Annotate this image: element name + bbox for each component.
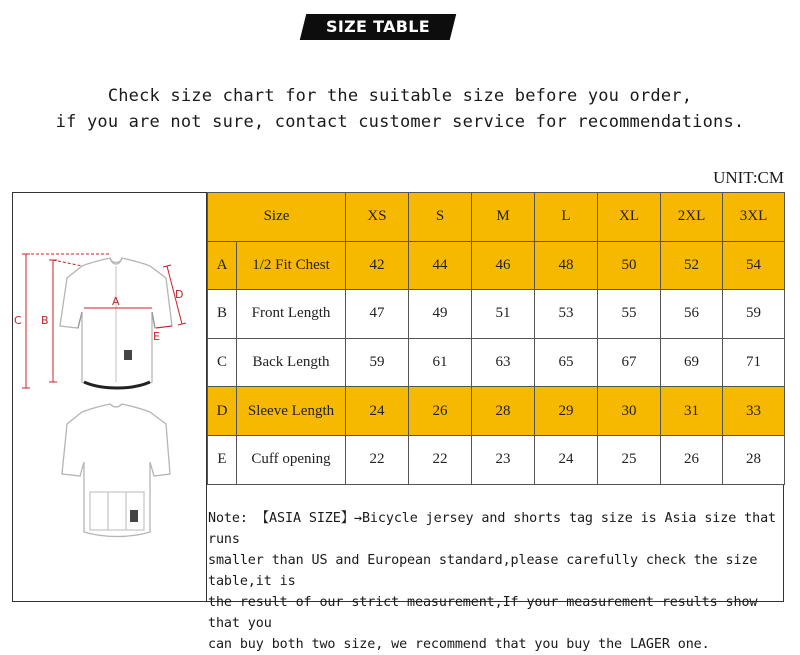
table-cell: 55 xyxy=(598,290,661,339)
table-row xyxy=(208,387,785,436)
table-cell: 49 xyxy=(409,290,472,339)
table-row xyxy=(208,435,785,484)
table-cell: 22 xyxy=(346,435,409,484)
table-cell: 30 xyxy=(598,387,661,436)
table-row xyxy=(208,290,785,339)
table-cell: 50 xyxy=(598,241,661,290)
intro-line-1: Check size chart for the suitable size before you order, xyxy=(107,86,693,106)
table-cell: 69 xyxy=(661,338,723,387)
table-cell: 24 xyxy=(346,387,409,436)
table-cell: 48 xyxy=(535,241,598,290)
table-cell: 26 xyxy=(409,387,472,436)
jersey-diagram xyxy=(12,192,207,602)
jersey-diagram-panel xyxy=(12,192,207,602)
row-name: Front Length xyxy=(237,290,346,339)
table-cell: 23 xyxy=(472,435,535,484)
table-cell: 63 xyxy=(472,338,535,387)
row-code: C xyxy=(208,338,237,387)
header-size: L xyxy=(535,193,598,242)
row-code: B xyxy=(208,290,237,339)
table-cell: 54 xyxy=(723,241,785,290)
table-cell: 31 xyxy=(661,387,723,436)
table-cell: 33 xyxy=(723,387,785,436)
header-size: XS xyxy=(346,193,409,242)
table-cell: 25 xyxy=(598,435,661,484)
table-cell: 61 xyxy=(409,338,472,387)
size-table xyxy=(207,192,785,485)
note-line: Note: 【ASIA SIZE】→Bicycle jersey and shorts tag size is Asia size that runs xyxy=(208,511,776,547)
note-line: the result of our strict measurement,If your measurement results show that you xyxy=(208,595,758,631)
size-note xyxy=(208,508,780,655)
table-cell: 42 xyxy=(346,241,409,290)
table-header-row xyxy=(208,193,785,242)
measure-label-c: C xyxy=(14,314,22,327)
row-code: D xyxy=(208,387,237,436)
row-name: Sleeve Length xyxy=(237,387,346,436)
table-cell: 29 xyxy=(535,387,598,436)
row-name: Back Length xyxy=(237,338,346,387)
table-cell: 28 xyxy=(472,387,535,436)
table-cell: 59 xyxy=(346,338,409,387)
note-line: smaller than US and European standard,please carefully check the size table,it is xyxy=(208,553,758,589)
table-cell: 56 xyxy=(661,290,723,339)
header-size: M xyxy=(472,193,535,242)
table-cell: 51 xyxy=(472,290,535,339)
table-cell: 28 xyxy=(723,435,785,484)
table-cell: 52 xyxy=(661,241,723,290)
row-name: Cuff opening xyxy=(237,435,346,484)
table-cell: 59 xyxy=(723,290,785,339)
row-code: A xyxy=(208,241,237,290)
row-name: 1/2 Fit Chest xyxy=(237,241,346,290)
intro-line-2: if you are not sure, contact customer service for recommendations. xyxy=(55,112,745,132)
header-size: 2XL xyxy=(661,193,723,242)
table-cell: 44 xyxy=(409,241,472,290)
row-code: E xyxy=(208,435,237,484)
header-size: XL xyxy=(598,193,661,242)
table-cell: 24 xyxy=(535,435,598,484)
table-row xyxy=(208,338,785,387)
header-size: S xyxy=(409,193,472,242)
table-cell: 53 xyxy=(535,290,598,339)
header-size: 3XL xyxy=(723,193,785,242)
table-cell: 71 xyxy=(723,338,785,387)
table-cell: 22 xyxy=(409,435,472,484)
table-row xyxy=(208,241,785,290)
note-line: can buy both two size, we recommend that you buy the LAGER one. xyxy=(208,637,710,652)
measure-label-e: E xyxy=(153,330,160,343)
table-cell: 46 xyxy=(472,241,535,290)
measure-label-d: D xyxy=(175,288,184,301)
jersey-front-illustration xyxy=(60,258,172,388)
measure-label-a: A xyxy=(112,295,120,308)
measure-label-b: B xyxy=(41,314,49,327)
title-banner: SIZE TABLE xyxy=(326,17,430,36)
header-size-label: Size xyxy=(208,193,346,242)
table-cell: 26 xyxy=(661,435,723,484)
table-cell: 67 xyxy=(598,338,661,387)
unit-label: UNIT:CM xyxy=(713,168,784,187)
table-cell: 65 xyxy=(535,338,598,387)
jersey-back-illustration xyxy=(62,404,170,537)
table-cell: 47 xyxy=(346,290,409,339)
